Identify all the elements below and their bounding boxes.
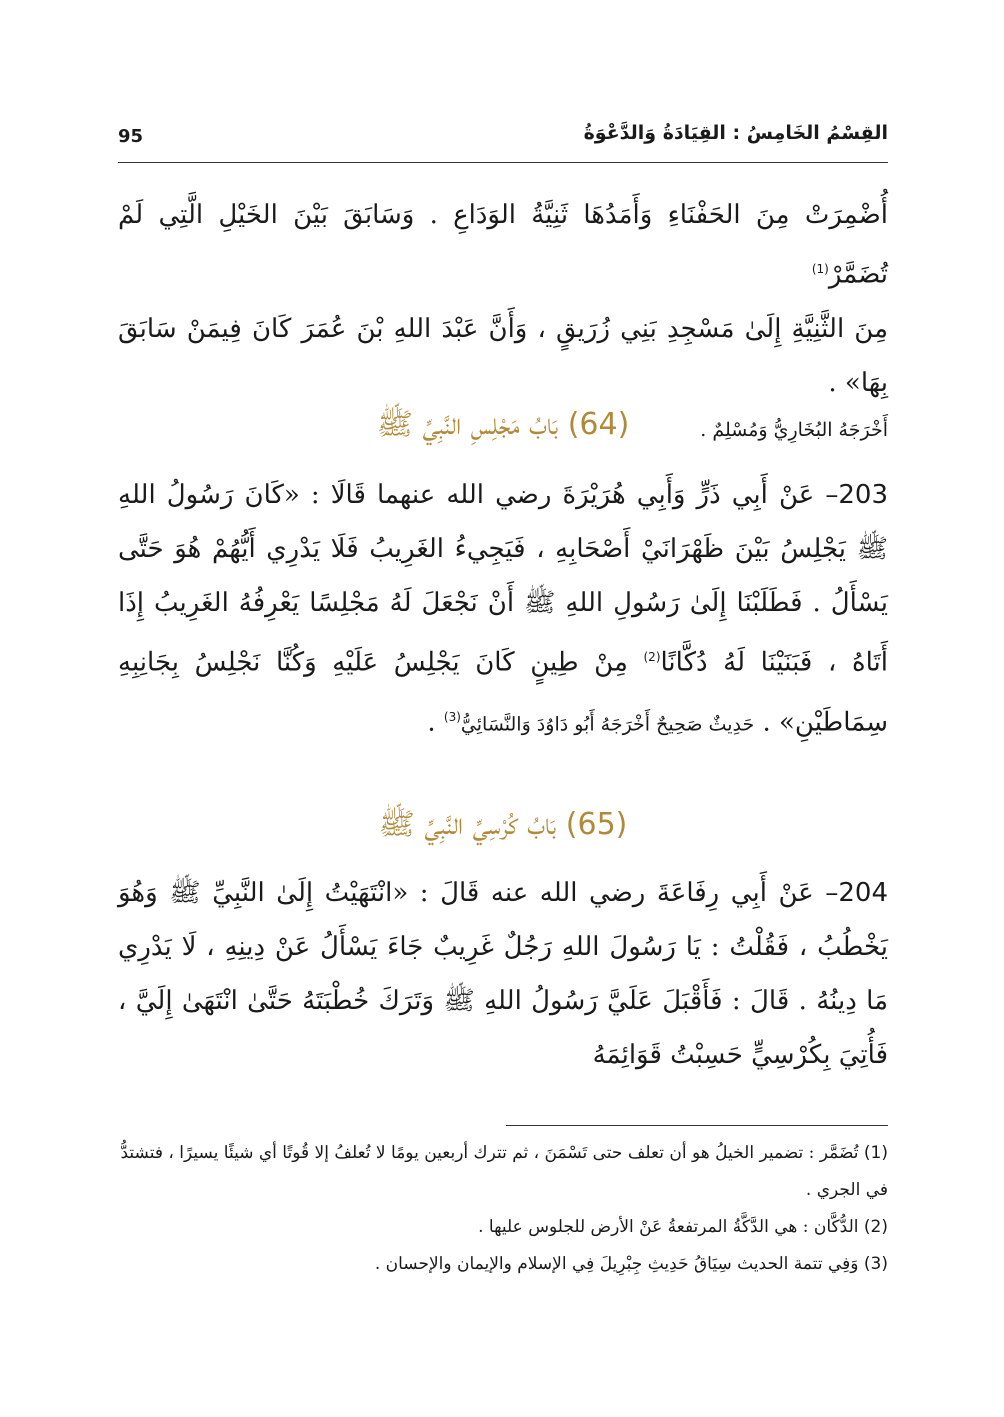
footnote-ref-3[interactable]: (3) bbox=[443, 709, 461, 724]
hadith-204-text: – عَنْ أَبِي رِفَاعَةَ رضي الله عنه قَالَ : «انْتَهَيْتُ إِلَىٰ النَّبِيِّ ﷺ وَهُوَ يَخْطُبُ ، فَقُلْتُ : يَا رَسُولَ اللهِ رَجُلٌ غَرِيبٌ جَاءَ يَسْأَلُ عَنْ دِينِهِ ، لَا يَدْرِي مَا دِينُهُ . قَالَ : فَأَقْبَلَ عَلَيَّ رَسُولُ اللهِ ﷺ وَتَرَكَ خُطْبَتَهُ حَتَّىٰ انْتَهَىٰ إِلَيَّ ، فَأُتِيَ بِكُرْسِيٍّ حَسِبْتُ قَوَائِمَهُ bbox=[118, 878, 888, 1070]
hadith-204 bbox=[118, 866, 888, 1082]
chapter-64-heading bbox=[118, 400, 888, 450]
hadith-203-source: حَدِيثٌ صَحِيحٌ أَخْرَجَهُ أَبُو دَاوُدَ وَالنَّسَائِيُّ bbox=[460, 713, 755, 736]
footnote-separator bbox=[506, 1125, 888, 1126]
footnote-2: (2) الدُّكَّان : هي الدَّكَّةُ المرتفعةُ عَنْ الأرض للجلوس عليها . bbox=[478, 1217, 888, 1237]
page-number: 95 bbox=[118, 126, 144, 147]
footnotes bbox=[118, 1135, 888, 1283]
footnote-ref-1[interactable]: (1) bbox=[811, 262, 829, 276]
chapter-65-title: بَابُ كُرْسِيِّ النَّبِيِّ ﷺ bbox=[378, 807, 557, 842]
continuation-line-2: مِنَ الثَّنِيَّةِ إِلَىٰ مَسْجِدِ بَنِي زُرَيقٍ ، وَأَنَّ عَبْدَ اللهِ بْنَ عُمَرَ كَانَ فِيمَنْ سَابَقَ بِهَا» . bbox=[118, 313, 888, 398]
footnote-3: (3) وَفِي تتمة الحديث سِيَاقُ حَدِيثِ جِبْرِيلَ فِي الإسلام والإيمان والإحسان . bbox=[374, 1254, 888, 1274]
hadith-204-number: 204 bbox=[838, 878, 888, 908]
running-title: القِسْمُ الخَامِسُ : القِيَادَةُ وَالدَّعْوَةُ bbox=[583, 122, 888, 144]
continuation-source: أَخْرَجَهُ البُخَارِيُّ وَمُسْلِمٌ . bbox=[700, 418, 888, 441]
continuation-line-1: أُضْمِرَتْ مِنَ الحَفْنَاءِ وَأَمَدُهَا ثَنِيَّةُ الوَدَاعِ . وَسَابَقَ بَيْنَ الخَيْلِ الَّتِي لَمْ تُضَمَّرْ$^{(1)}$ bbox=[118, 200, 888, 290]
footnote-1: (1) تُضَمَّر : تضمير الخيلُ هو أن تعلف حتى تَسْمَنَ ، ثم تترك أربعين يومًا لا تُعلفُ إلا قُوتًا أي شيئًا يسيرًا ، فتشتدُّ في الجري . bbox=[120, 1143, 888, 1200]
hadith-203-text-a: – عَنْ أَبِي ذَرٍّ وَأَبِي هُرَيْرَةَ رضي الله عنهما قَالَا : «كَانَ رَسُولُ اللهِ ﷺ يَجْلِسُ بَيْنَ ظَهْرَانَيْ أَصْحَابِهِ ، فَيَجِيءُ الغَرِيبُ فَلَا يَدْرِي أَيُّهُمْ هُوَ حَتَّى يَسْأَلُ . فَطَلَبْنَا إِلَىٰ رَسُولِ اللهِ ﷺ أَنْ نَجْعَلَ لَهُ مَجْلِسًا يَعْرِفُهُ الغَرِيبُ إِذَا أَتَاهُ ، فَبَنَيْنَا لَهُ دُكَّانًا bbox=[118, 480, 888, 678]
chapter-65-number: (65) bbox=[565, 807, 628, 842]
page-header bbox=[118, 122, 888, 163]
hadith-203-number: 203 bbox=[838, 480, 888, 510]
chapter-64-title: بَابُ مَجْلِسِ النَّبِيِّ ﷺ bbox=[376, 407, 559, 442]
hadith-203: 203– عَنْ أَبِي ذَرٍّ وَأَبِي هُرَيْرَةَ رضي الله عنهما قَالَا : «كَانَ رَسُولُ اللهِ ﷺ يَجْلِسُ بَيْنَ ظَهْرَانَيْ أَصْحَابِهِ ، فَيَجِيءُ الغَرِيبُ فَلَا يَدْرِي أَيُّهُمْ هُوَ حَتَّى يَسْأَلُ . فَطَلَبْنَا إِلَىٰ رَسُولِ اللهِ ﷺ أَنْ نَجْعَلَ لَهُ مَجْلِسًا يَعْرِفُهُ الغَرِيبُ إِذَا أَتَاهُ ، فَبَنَيْنَا لَهُ دُكَّانًا$^{(2)}$ مِنْ طِينٍ كَانَ يَجْلِسُ عَلَيْهِ وَكُنَّا نَجْلِسُ بِجَانِبِهِ سِمَاطَيْنِ» . حَدِيثٌ صَحِيحٌ أَخْرَجَهُ أَبُو دَاوُدَ وَالنَّسَائِيُّ$^{(3)}$ . bbox=[118, 480, 888, 738]
hadith-203-text-b: مِنْ طِينٍ كَانَ يَجْلِسُ عَلَيْهِ وَكُنَّا نَجْلِسُ بِجَانِبِهِ سِمَاطَيْنِ» . bbox=[118, 647, 888, 738]
footnote-ref-2[interactable]: (2) bbox=[643, 650, 661, 664]
chapter-65-heading bbox=[118, 800, 888, 850]
chapter-64-number: (64) bbox=[567, 407, 630, 442]
